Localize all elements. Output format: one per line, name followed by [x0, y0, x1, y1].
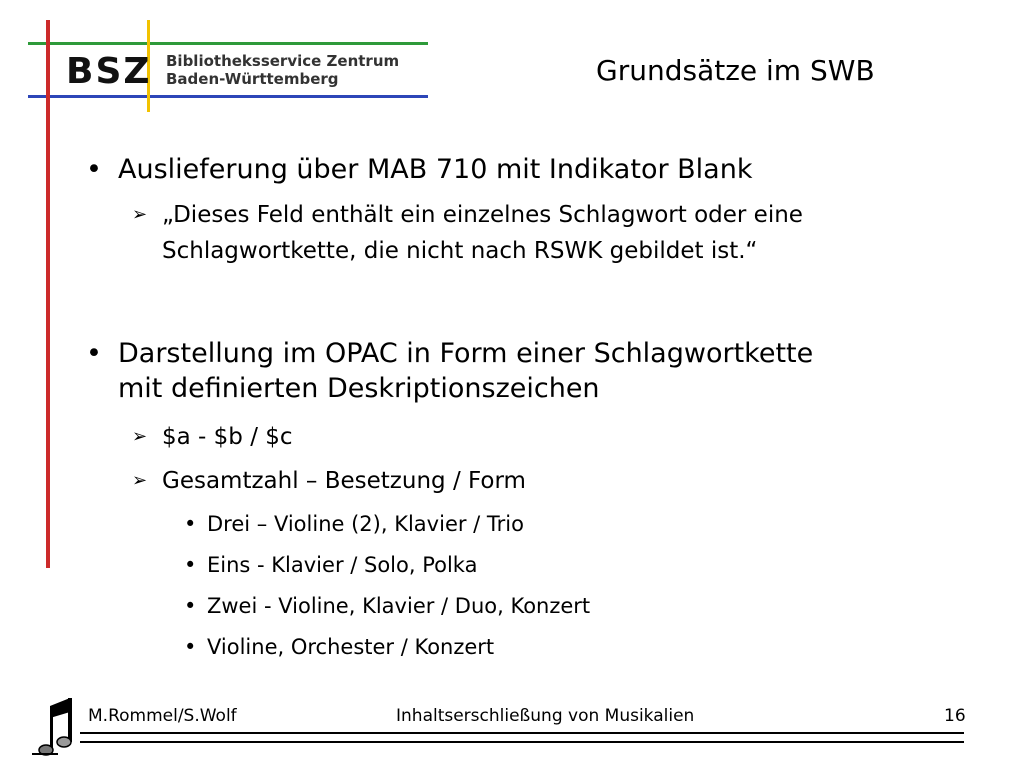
- footer-page-number: 16: [944, 706, 966, 726]
- sub-sub-text: Violine, Orchester / Konzert: [207, 635, 495, 659]
- bullet-text: Auslieferung über MAB 710 mit Indikator Blank: [118, 154, 753, 185]
- sub-sub-text: Eins - Klavier / Solo, Polka: [207, 553, 478, 577]
- logo-line-red: [46, 20, 50, 568]
- sub-sub-marker: •: [184, 635, 197, 659]
- logo-line-green: [28, 42, 428, 45]
- bullet-text: mit definierten Deskriptionszeichen: [118, 373, 600, 404]
- logo-line-blue: [28, 95, 428, 98]
- footer-authors: M.Rommel/S.Wolf: [88, 706, 237, 726]
- bullet-text: Darstellung im OPAC in Form einer Schlagwortkette: [118, 338, 814, 369]
- footer-rule-bottom: [80, 741, 964, 743]
- sub-sub-marker: •: [184, 594, 197, 618]
- sub-arrow-marker: ➢: [132, 426, 148, 447]
- logo-org-line1: Bibliotheksservice Zentrum: [166, 52, 400, 70]
- footer-rule-top: [80, 732, 964, 734]
- sub-arrow-marker: ➢: [132, 470, 148, 491]
- logo-abbr: BSZ: [66, 51, 152, 92]
- sub-arrow-marker: ➢: [132, 204, 148, 225]
- sub-bullet-text: Schlagwortkette, die nicht nach RSWK gebildet ist.“: [162, 238, 758, 264]
- sub-sub-text: Zwei - Violine, Klavier / Duo, Konzert: [207, 594, 591, 618]
- bullet-marker: •: [86, 338, 102, 369]
- sub-bullet-text: Gesamtzahl – Besetzung / Form: [162, 468, 526, 494]
- sub-sub-marker: •: [184, 512, 197, 536]
- bullet-marker: •: [86, 154, 102, 185]
- sub-sub-text: Drei – Violine (2), Klavier / Trio: [207, 512, 524, 536]
- music-note-icon: [28, 692, 80, 766]
- slide-title: Grundsätze im SWB: [596, 54, 875, 87]
- sub-sub-marker: •: [184, 553, 197, 577]
- footer-topic: Inhaltserschließung von Musikalien: [396, 706, 695, 726]
- sub-bullet-text: $a - $b / $c: [162, 424, 293, 450]
- logo-org-line2: Baden-Württemberg: [166, 70, 339, 88]
- sub-bullet-text: „Dieses Feld enthält ein einzelnes Schlagwort oder eine: [162, 202, 803, 228]
